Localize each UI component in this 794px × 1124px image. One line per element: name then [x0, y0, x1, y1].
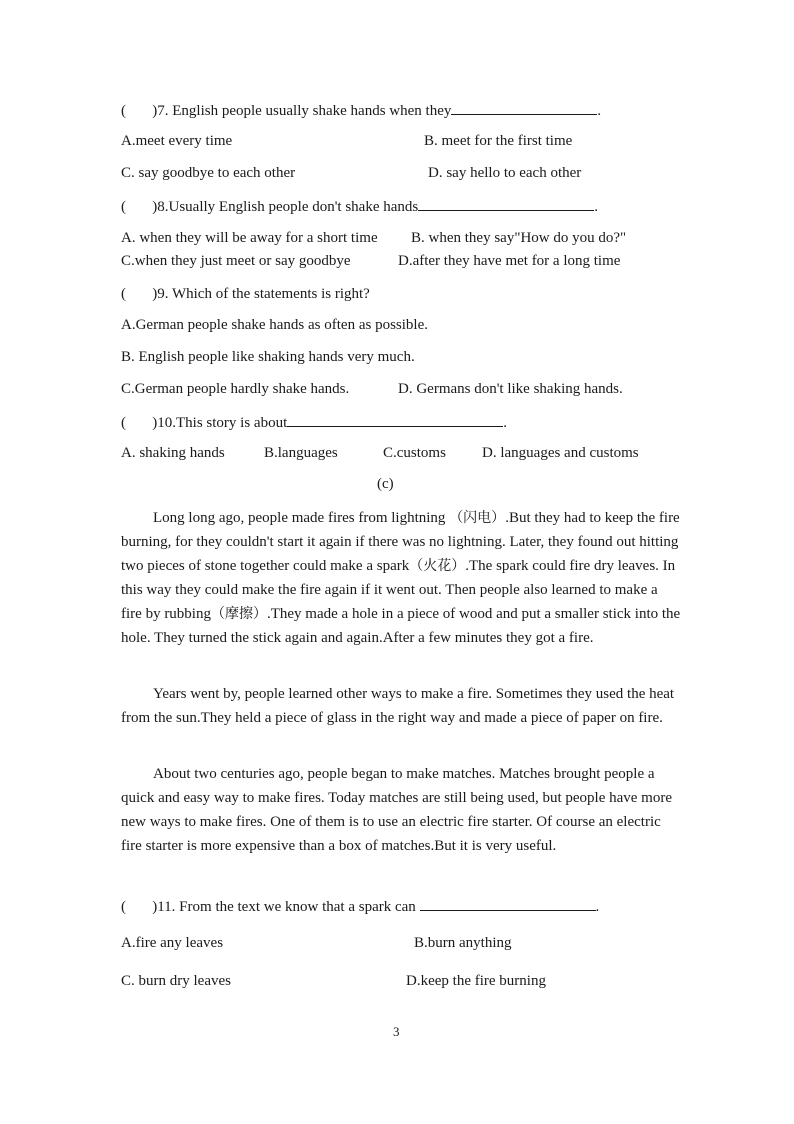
- option-b: B. English people like shaking hands very much.: [121, 349, 415, 365]
- option-c: C.when they just meet or say goodbye: [121, 253, 351, 269]
- question-10-stem: ( )10.This story is about .: [121, 412, 507, 433]
- option-b: B. meet for the first time: [424, 133, 573, 149]
- option-b: B. when they say"How do you do?": [411, 230, 627, 246]
- option-a: A.German people shake hands as often as possible.: [121, 317, 429, 333]
- option-b: B.burn anything: [414, 935, 512, 951]
- answer-blank: [451, 100, 597, 115]
- answer-blank: [420, 896, 596, 911]
- passage-paragraph-2: Years went by, people learned other ways to make a fire. Sometimes they used the heat from the sun.They held a piece of glass in the right way and made a piece of paper on fire.: [121, 686, 675, 726]
- option-a: A.fire any leaves: [121, 935, 224, 951]
- option-c: C.customs: [383, 445, 446, 461]
- option-d: D. say hello to each other: [428, 165, 582, 181]
- option-d: D. languages and customs: [482, 445, 639, 461]
- option-b: B.languages: [264, 445, 338, 461]
- passage-paragraph-3: About two centuries ago, people began to make matches. Matches brought people a quick and easy way to make fires. Today matches are still being used, but people have more new ways to make fires. One of them is to use an electric fire starter. Of course an electric fire starter is more expensive than a box of matches.But it is very useful.: [121, 766, 673, 854]
- question-8-stem: ( )8.Usually English people don't shake hands .: [121, 196, 598, 217]
- option-a: A. shaking hands: [121, 445, 225, 461]
- option-c: C. burn dry leaves: [121, 973, 231, 989]
- question-9-stem: ( )9. Which of the statements is right?: [121, 286, 370, 302]
- page-number: 3: [393, 1024, 400, 1039]
- question-11-stem: ( )11. From the text we know that a spark can .: [121, 896, 599, 917]
- answer-blank: [418, 196, 594, 211]
- answer-blank: [287, 412, 503, 427]
- option-a: A. when they will be away for a short time: [121, 230, 378, 246]
- question-7-stem: ( )7. English people usually shake hands when they .: [121, 100, 601, 121]
- option-d: D.keep the fire burning: [406, 973, 546, 989]
- option-a: A.meet every time: [121, 133, 233, 149]
- option-c: C.German people hardly shake hands.: [121, 381, 350, 397]
- option-d: D.after they have met for a long time: [398, 253, 621, 269]
- option-c: C. say goodbye to each other: [121, 165, 296, 181]
- section-label: (c): [377, 476, 394, 492]
- option-d: D. Germans don't like shaking hands.: [398, 381, 623, 397]
- passage-paragraph-1: Long long ago, people made fires from lightning （闪电）.But they had to keep the fire burning, for they couldn't start it again if there was no lightning. Later, they found out hitting two pieces of stone together could make a spark（火花）.The spark could fire dry leaves. In this way they could make the fire again if it went out. Then people also learned to make a fire by rubbing（摩擦）.They made a hole in a piece of wood and put a smaller stick into the hole. They turned the stick again and again.After a few minutes they got a fire.: [121, 510, 681, 646]
